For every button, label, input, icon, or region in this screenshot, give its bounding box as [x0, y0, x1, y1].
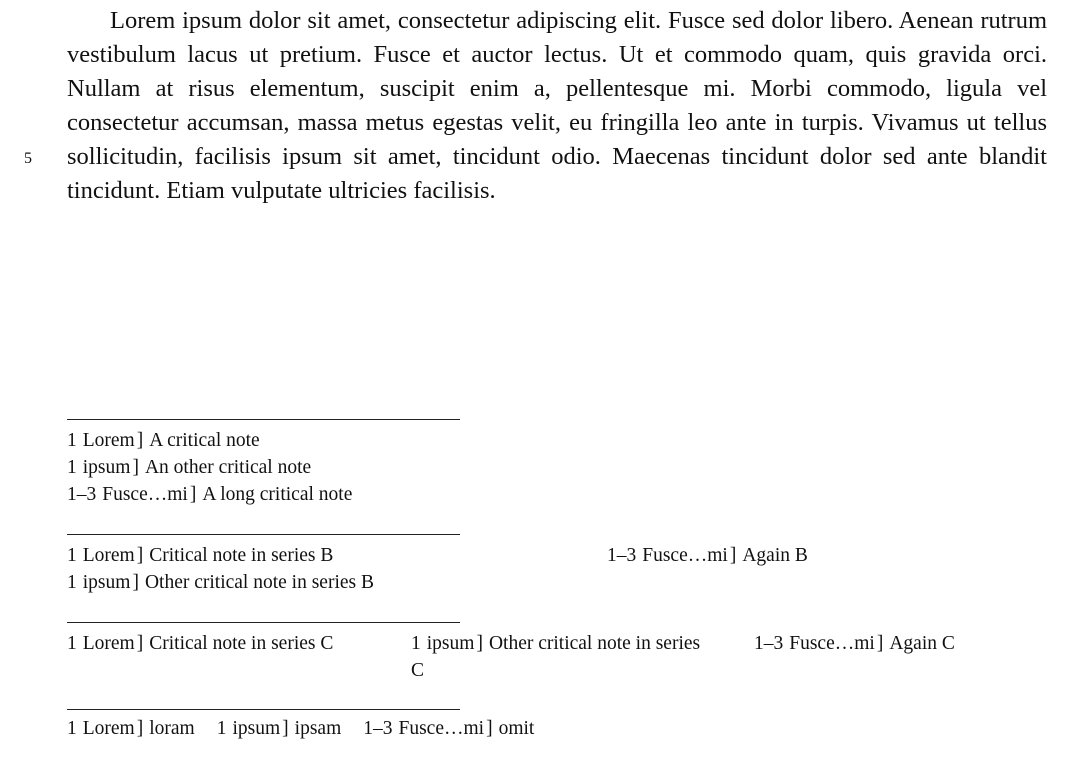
note-lemma: Lorem — [82, 545, 135, 566]
critical-note-c1 — [67, 630, 347, 657]
note-text: Critical note in series B — [149, 545, 334, 566]
critical-note-b2 — [67, 569, 374, 596]
footnote-rule-b — [67, 534, 460, 535]
critical-note-a3 — [67, 481, 352, 508]
lemma-bracket: ] — [282, 718, 289, 739]
lemma-bracket: ] — [132, 572, 139, 593]
note-line-ref: 1 — [67, 457, 77, 478]
note-text: Critical note in series C — [149, 633, 334, 654]
critical-note-c3 — [754, 630, 955, 657]
lemma-bracket: ] — [189, 484, 197, 505]
footnote-rule-d — [67, 709, 460, 710]
note-lemma: Fusce…mi — [398, 718, 485, 739]
note-text: Other critical note in series C — [411, 633, 701, 681]
footnote-rule-c — [67, 622, 460, 623]
note-line-ref: 1–3 — [363, 718, 393, 739]
critical-note-a1 — [67, 427, 260, 454]
note-line-ref: 1 — [67, 545, 77, 566]
main-paragraph: Lorem ipsum dolor sit amet, consectetur adipiscing elit. Fusce sed dolor libero. Aenean rutrum vestibulum lacus ut pretium. Fusce et auctor lectus. Ut et commodo quam, quis gravida orci. Nullam at risus elementum, suscipit enim a, pellentesque mi. Morbi commodo, ligula vel consectetur accumsan, massa metus egestas velit, eu fringilla leo ante in turpis. Vivamus ut tellus sollicitudin, facilisis ipsum sit amet, tincidunt odio. Maecenas tincidunt dolor sed ante blandit tincidunt. Etiam vulputate ultricies facilisis. — [67, 7, 1047, 204]
critical-note-a2 — [67, 454, 311, 481]
note-line-ref: 1–3 — [607, 545, 637, 566]
note-lemma: ipsum — [82, 457, 131, 478]
note-line-ref: 1 — [67, 718, 77, 739]
lemma-bracket: ] — [476, 633, 483, 654]
note-text: A long critical note — [202, 484, 353, 505]
footnote-rule-a — [67, 419, 460, 420]
critical-note-b3 — [607, 542, 808, 569]
note-line-ref: 1 — [67, 633, 77, 654]
note-lemma: Lorem — [82, 633, 135, 654]
lemma-bracket: ] — [486, 718, 493, 739]
note-line-ref: 1 — [216, 718, 227, 739]
lemma-bracket: ] — [876, 633, 884, 654]
lemma-bracket: ] — [136, 545, 144, 566]
note-text: omit — [498, 718, 535, 739]
note-lemma: Lorem — [82, 430, 135, 451]
note-text: Again B — [742, 545, 808, 566]
note-line-ref: 1–3 — [67, 484, 97, 505]
note-lemma: ipsum — [82, 572, 131, 593]
critical-note-c2 — [411, 630, 701, 684]
note-text: A critical note — [149, 430, 260, 451]
note-line-ref: 1 — [67, 430, 77, 451]
note-lemma: ipsum — [426, 633, 475, 654]
lemma-bracket: ] — [136, 430, 144, 451]
note-text: Other critical note in series B — [144, 572, 374, 593]
note-line-ref: 1 — [411, 633, 421, 654]
lemma-bracket: ] — [729, 545, 737, 566]
note-text: ipsam — [294, 718, 342, 739]
note-line-ref: 1–3 — [754, 633, 784, 654]
lemma-bracket: ] — [132, 457, 139, 478]
note-text: loram — [149, 718, 195, 739]
note-text: Again C — [889, 633, 955, 654]
line-number: 5 — [24, 150, 32, 167]
critical-note-b1 — [67, 542, 333, 569]
note-lemma: ipsum — [232, 718, 281, 739]
note-lemma: Fusce…mi — [642, 545, 728, 566]
lemma-bracket: ] — [136, 633, 144, 654]
note-lemma: Fusce…mi — [789, 633, 875, 654]
note-lemma: Fusce…mi — [102, 484, 188, 505]
note-line-ref: 1 — [67, 572, 77, 593]
critical-note-d-line — [67, 715, 534, 742]
note-text: An other critical note — [144, 457, 312, 478]
lemma-bracket: ] — [136, 718, 144, 739]
note-lemma: Lorem — [82, 718, 135, 739]
